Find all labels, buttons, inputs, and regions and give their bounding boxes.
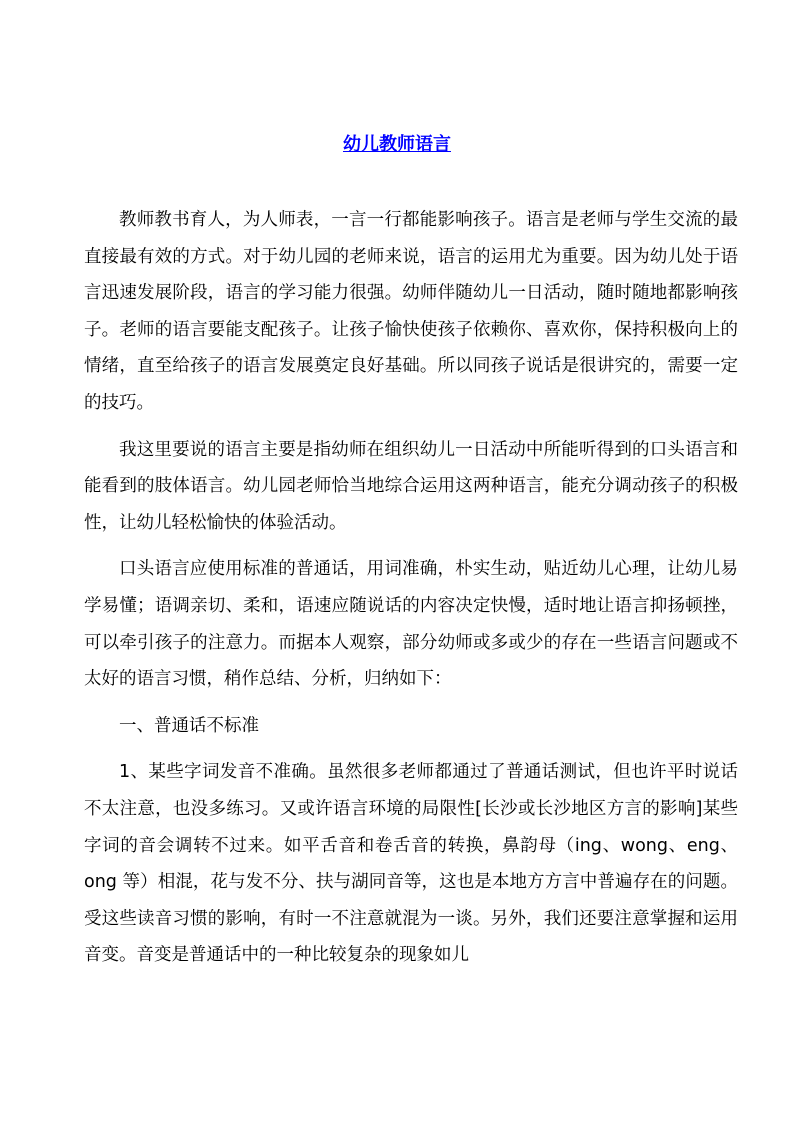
paragraph-scope: 我这里要说的语言主要是指幼师在组织幼儿一日活动中所能听得到的口头语言和能看到的肢体语言。幼儿园老师恰当地综合运用这两种语言，能充分调动孩子的积极性，让幼儿轻松愉快的体验活动。	[84, 439, 738, 533]
document-title[interactable]: 幼儿教师语言	[343, 134, 451, 155]
document-body	[84, 202, 738, 974]
paragraph-pronunciation: 1、某些字词发音不准确。虽然很多老师都通过了普通话测试，但也许平时说话不太注意，也没多练习。又或许语言环境的局限性[长沙或长沙地区方言的影响]某些字词的音会调转不过来。如平舌音和卷舌音的转换，鼻韵母（ing、wong、eng、ong 等）相混，花与发不分、扶与湖同音等，这也是本地方方言中普遍存在的问题。受这些读音习惯的影响，有时一不注意就混为一谈。另外，我们还要注意掌握和运用音变。音变是普通话中的一种比较复杂的现象如儿	[84, 762, 738, 966]
paragraph-intro: 教师教书育人，为人师表，一言一行都能影响孩子。语言是老师与学生交流的最直接最有效的方式。对于幼儿园的老师来说，语言的运用尤为重要。因为幼儿处于语言迅速发展阶段，语言的学习能力很强。幼师伴随幼儿一日活动，随时随地都影响孩子。老师的语言要能支配孩子。让孩子愉快使孩子依赖你、喜欢你，保持积极向上的情绪，直至给孩子的语言发展奠定良好基础。所以同孩子说话是很讲究的，需要一定的技巧。	[84, 210, 738, 413]
section-heading: 一、普通话不标准	[119, 715, 259, 736]
paragraph-oral-language: 口头语言应使用标准的普通话，用词准确，朴实生动，贴近幼儿心理，让幼儿易学易懂；语调亲切、柔和，语速应随说话的内容决定快慢，适时地让语言抑扬顿挫，可以牵引孩子的注意力。而据本人观察，部分幼师或多或少的存在一些语言问题或不太好的语言习惯，稍作总结、分析，归纳如下：	[84, 559, 738, 690]
